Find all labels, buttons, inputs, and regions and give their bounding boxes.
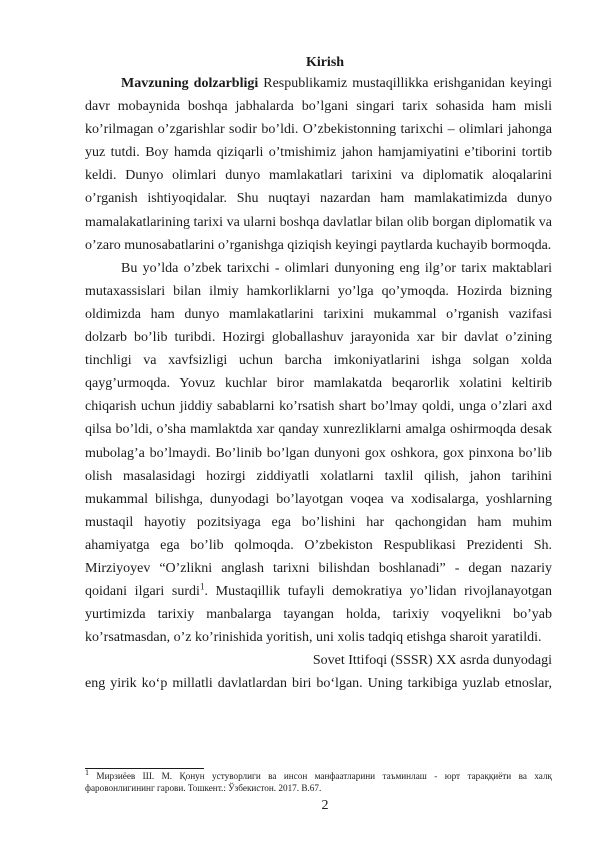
footnote-mark: 1 xyxy=(85,767,89,777)
paragraph-2-text-a: Bu yo’lda o’zbek tarixchi - olimlari dunyoning eng ilg’or tarix maktablari mutaxassislari bilan ilmiy hamkorliklarni yo’lga qo’ymoqda. Hozirda bizning oldimizda ham dunyo mamlakatlarini tarixini mukammal o’rganish vazifasi dolzarb bo’lib turibdi. Hozirgi globallashuv jarayonida xar bir davlat o’zining tinchligi va xavfsizligi uchun barcha imkoniyatlarini ishga solgan xolda qayg’urmoqda. Yovuz kuchlar biror mamlakatda beqarorlik xolatini keltirib chiqarish uchun jiddiy sabablarni ko’rsatish shart bo’lmay qoldi, unga o’zlari axd qilsa bo’ldi, o’sha mamlaktda xar qanday xunrezliklarni amalga oshirmoqda desak mubolag’a bo’lmaydi. Bo’linib bo’lgan dunyoni gox oshkora, gox pinxona bo’lib olish masalasidagi hozirgi ziddiyatli xolatlarni taxlil qilish, jahon tarihini mukammal bilishga, dunyodagi bo’layotgan voqea va xodisalarga, yoshlarning mustaqil hayotiy pozitsiyaga ega bo’lishini har qachongidan ham muhim ahamiyatga ega bo’lib qolmoqda. O’zbekiston Respublikasi Prezidenti Sh. Mirziyoyev “O’zlikni anglash tarixni bilishdan boshlanadi” - degan nazariy qoidani ilgari surdi xyxy=(85,260,552,600)
intro-paragraph xyxy=(85,72,552,257)
intro-lead: Mavzuning dolzarbligi xyxy=(121,76,259,91)
paragraph-2-text-b: . Mustaqillik tufayli demokratiya yo’lidan rivojlanayotgan yurtimizda tarixiy manbalarga tayangan holda, tarixiy voqyelikni bo’yab ko’rsatmasdan, o’z ko’rinishida yoritish, uni xolis tadqiq etishga sharoit yaratildi. xyxy=(85,584,553,646)
footnote-separator xyxy=(85,768,204,769)
footnote-text: Мирзиёев Ш. М. Қонун устуворлиги ва инсон манфаатларини таъминлаш - юрт тараққиёти ва халқ фаровонлигининг гарови. Тошкент.: Ўзбекистон. 2017. B.67. xyxy=(85,771,552,793)
page-number: 2 xyxy=(321,798,329,813)
intro-text: Respublikamiz mustaqillikka erishganidan keyingi davr mobaynida boshqa jabhalarda bo’lgani singari tarix sohasida ham misli ko’rilmagan o’zgarishlar sodir bo’ldi. O’zbekistonning tarixchi – olimlari jahonga yuz tutdi. Boy hamda qiziqarli o’tmishimiz jahon hamjamiyatini e’tiborini tortib keldi. Dunyo olimlari dunyo mamlakatlari tarixini va diplomatik aloqalarini o’rganish ishtiyoqidalar. Shu nuqtayi nazardan ham mamlakatimizda dunyo mamalakatlarining tarixi va ularni boshqa davlatlar bilan olib borgan diplomatik va o’zaro munosabatlarini o’rganishga qiziqish keyingi paytlarda kuchayib bormoqda. xyxy=(85,76,552,253)
footnote xyxy=(85,767,552,794)
paragraph-2 xyxy=(85,257,552,650)
paragraph-3-line-1: Sovet Ittifoqi (SSSR) XX asrda dunyodagi xyxy=(312,653,552,669)
footnote-reference[interactable]: 1 xyxy=(199,581,205,592)
page-heading: Kirish xyxy=(305,55,345,70)
body-text xyxy=(85,72,552,696)
paragraph-3-line-2: eng yirik ko‘p millatli davlatlardan biri bo‘lgan. Uning tarkibiga yuzlab etnoslar, xyxy=(85,676,552,692)
